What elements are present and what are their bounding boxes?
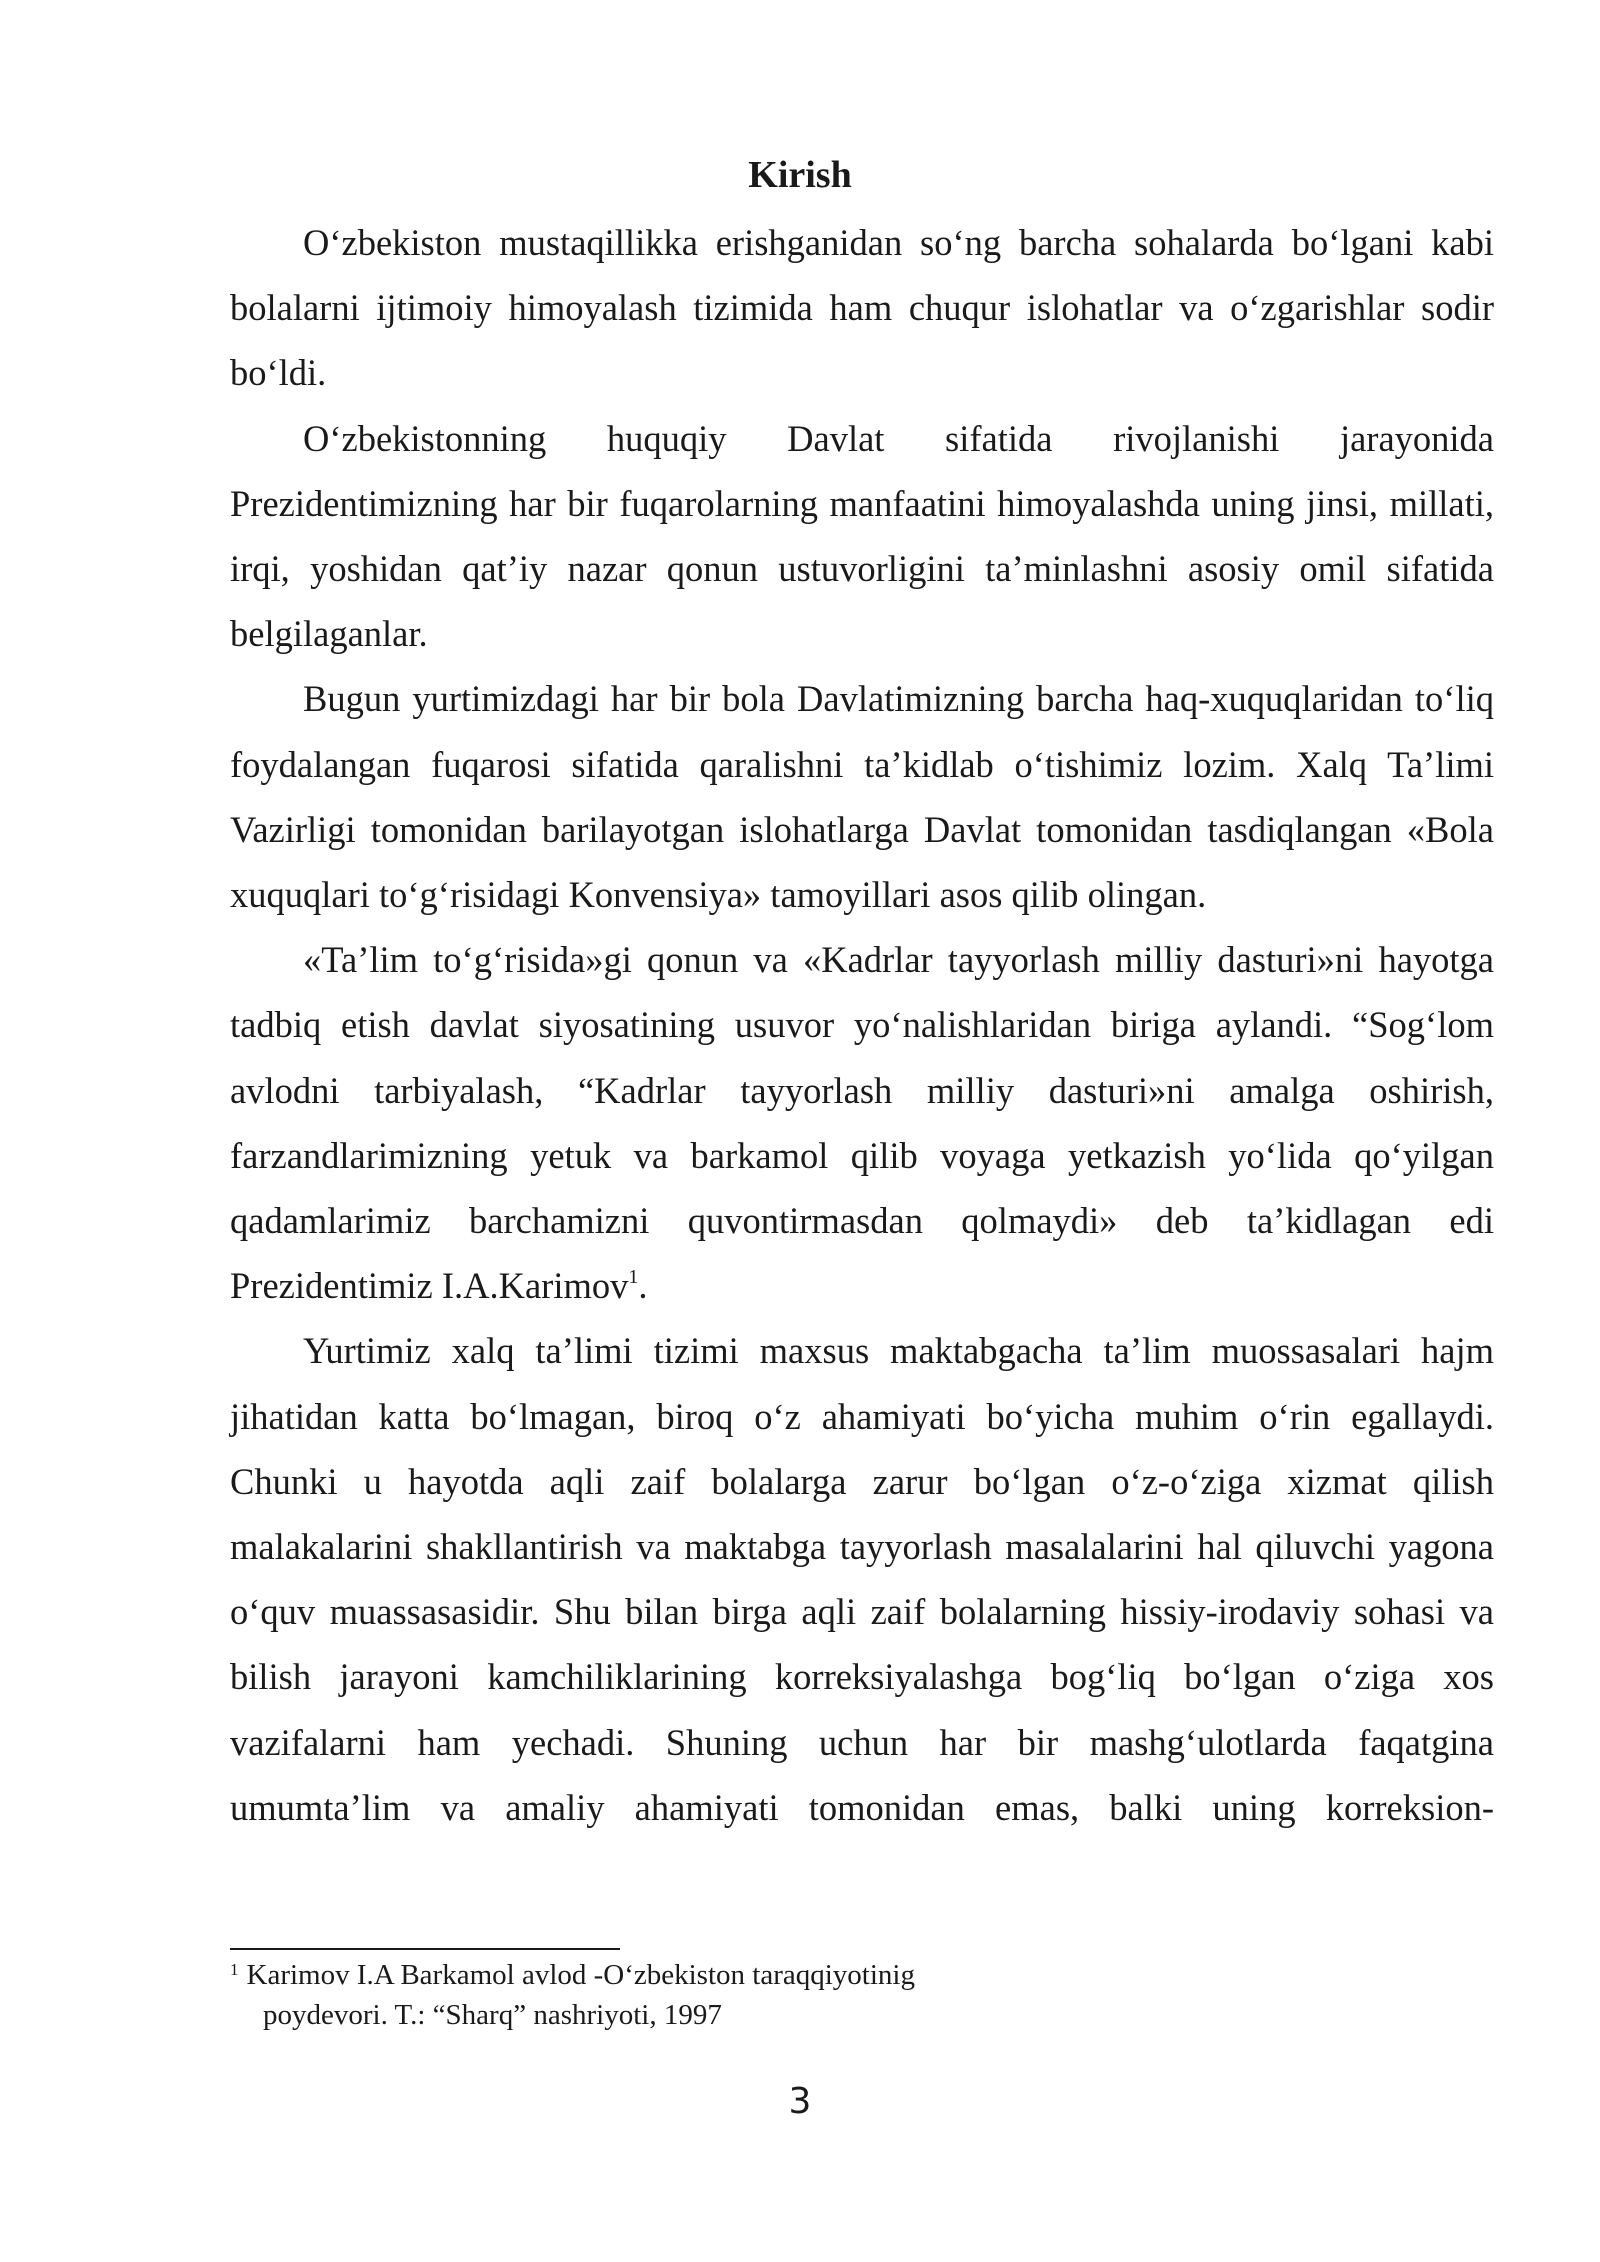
paragraph-4 (230, 927, 1494, 1318)
footnote-line-1 (230, 1957, 1130, 1997)
paragraph-4-tail: . (638, 1265, 648, 1307)
page-number: 3 (788, 2081, 812, 2122)
section-title: Kirish (748, 154, 852, 196)
paragraph-2: O‘zbekistonning huquqiy Davlat sifatida rivojlanishi jarayonida Prezidentimizning har bir fuqarolarning manfaatini himoyalashda uning jinsi, millati, irqi, yoshidan qat’iy nazar qonun ustuvorligini ta’minlashni asosiy omil sifatida belgilaganlar. (230, 417, 1494, 655)
footnote-marker: 1 (230, 1960, 239, 1979)
paragraph-4-text: «Ta’lim to‘g‘risida»gi qonun va «Kadrlar tayyorlash milliy dasturi»ni hayotga tadbiq etish davlat siyosatining usuvor yo‘nalishlaridan biriga aylandi. “Sog‘lom avlodni tarbiyalash, “Kadrlar tayyorlash milliy dasturi»ni amalga oshirish, farzandlarimizning yetuk va barkamol qilib voyaga yetkazish yo‘lida qo‘yilgan qadamlarimiz barchamizni quvontirmasdan qolmaydi» deb ta’kidlagan edi Prezidentimiz I.A.Karimov (230, 939, 1494, 1307)
body-text (230, 210, 1494, 1840)
footnote-separator (230, 1948, 620, 1950)
footnote-text-2: poydevori. T.: “Sharq” nashriyoti, 1997 (263, 1999, 722, 2031)
paragraph-3: Bugun yurtimizdagi har bir bola Davlatimizning barcha haq-xuquqlaridan to‘liq foydalangan fuqarosi sifatida qaralishni ta’kidlab o‘tishimiz lozim. Xalq Ta’limi Vazirligi tomonidan barilayotgan islohatlarga Davlat tomonidan tasdiqlangan «Bola xuquqlari to‘g‘risidagi Konvensiya» tamoyillari asos qilib olingan. (230, 678, 1494, 916)
footnote-text-1: Karimov I.A Barkamol avlod -O‘zbekiston taraqqiyotinig (246, 1959, 915, 1991)
footnote-reference: 1 (628, 1266, 639, 1289)
paragraph-5: Yurtimiz xalq ta’limi tizimi maxsus maktabgacha ta’lim muossasalari hajm jihatidan katta bo‘lmagan, biroq o‘z ahamiyati bo‘yicha muhim o‘rin egallaydi. Chunki u hayotda aqli zaif bolalarga zarur bo‘lgan o‘z-o‘ziga xizmat qilish malakalarini shakllantirish va maktabga tayyorlash masalalarini hal qiluvchi yagona o‘quv muassasasidir. Shu bilan birga aqli zaif bolalarning hissiy-irodaviy sohasi va bilish jarayoni kamchiliklarining korreksiyalashga bog‘liq bo‘lgan o‘ziga xos vazifalarni ham yechadi. Shuning uchun har bir mashg‘ulotlarda faqatgina umumta’lim va amaliy ahamiyati tomonidan emas, balki uning korreksion- (230, 1330, 1494, 1828)
footnote (230, 1957, 1130, 2034)
paragraph-1: O‘zbekiston mustaqillikka erishganidan so‘ng barcha sohalarda bo‘lgani kabi bolalarni ijtimoiy himoyalash tizimida ham chuqur islohatlar va o‘zgarishlar sodir bo‘ldi. (230, 222, 1494, 394)
